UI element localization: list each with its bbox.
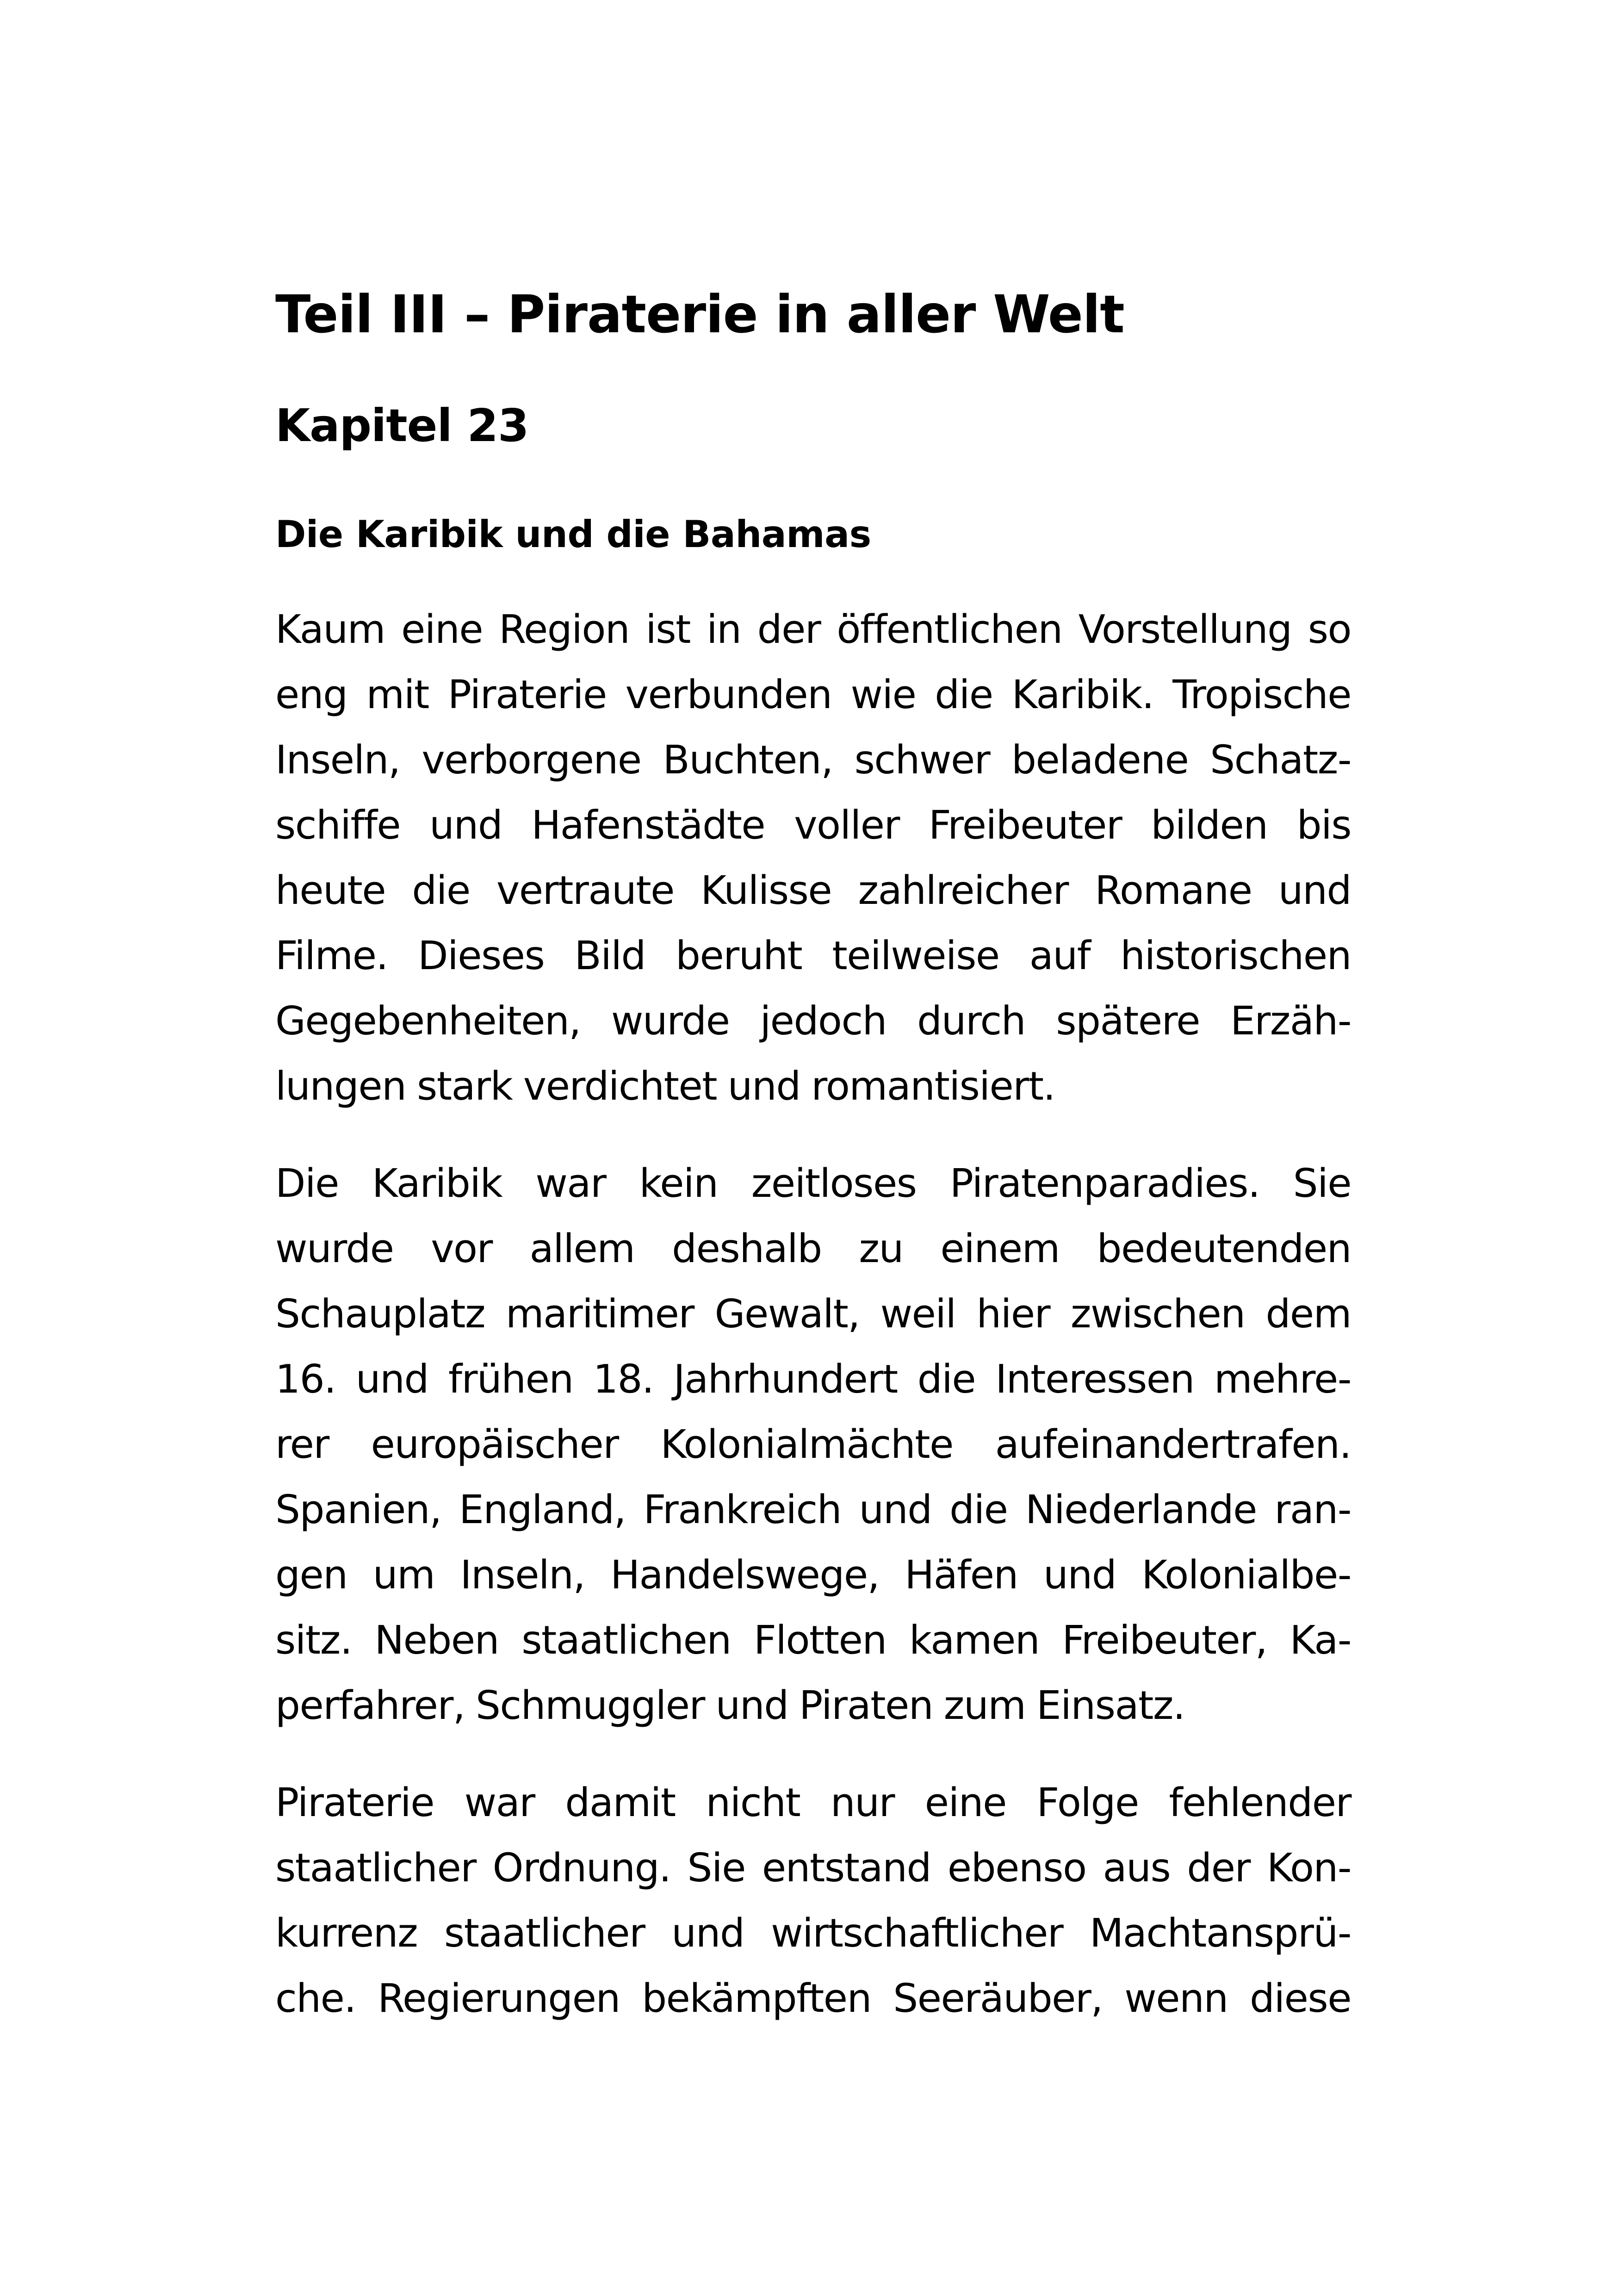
chapter-title: Kapitel 23 (275, 399, 529, 452)
text-line: Gegebenheiten, wurde jedoch durch spätere Erzäh- (275, 998, 1351, 1044)
part-title: Teil III – Piraterie in aller Welt (275, 285, 1124, 345)
text-line: rer europäischer Kolonialmächte aufeinandertrafen. (275, 1422, 1351, 1468)
text-line: wurde vor allem deshalb zu einem bedeutenden (275, 1226, 1351, 1272)
paragraph-1 (275, 597, 1351, 1119)
text-line: lungen stark verdichtet und romantisiert. (275, 1064, 1055, 1109)
text-line: Piraterie war damit nicht nur eine Folge fehlender (275, 1780, 1351, 1826)
text-line: che. Regierungen bekämpften Seeräuber, wenn diese (275, 1976, 1351, 2022)
paragraph-3 (275, 1770, 1351, 2031)
text-line: Kaum eine Region ist in der öffentlichen Vorstellung so (275, 607, 1351, 653)
text-line: kurrenz staatlicher und wirtschaftlicher Machtansprü- (275, 1910, 1351, 1956)
text-line: Schauplatz maritimer Gewalt, weil hier zwischen dem (275, 1291, 1351, 1337)
text-line: sitz. Neben staatlichen Flotten kamen Freibeuter, Ka- (275, 1618, 1351, 1663)
paragraph-2 (275, 1151, 1351, 1738)
text-line: Inseln, verborgene Buchten, schwer beladene Schatz- (275, 737, 1351, 783)
text-line: eng mit Piraterie verbunden wie die Karibik. Tropische (275, 672, 1351, 718)
text-line: perfahrer, Schmuggler und Piraten zum Einsatz. (275, 1683, 1185, 1729)
text-line: Filme. Dieses Bild beruht teilweise auf historischen (275, 933, 1351, 979)
text-line: 16. und frühen 18. Jahrhundert die Interessen mehre- (275, 1356, 1351, 1402)
text-line: gen um Inseln, Handelswege, Häfen und Kolonialbe- (275, 1552, 1351, 1598)
text-line: heute die vertraute Kulisse zahlreicher Romane und (275, 868, 1351, 914)
text-column (275, 259, 1351, 2063)
text-line: Die Karibik war kein zeitloses Piratenparadies. Sie (275, 1161, 1351, 1207)
text-line: Spanien, England, Frankreich und die Niederlande ran- (275, 1487, 1351, 1533)
text-line: schiffe und Hafenstädte voller Freibeuter bilden bis (275, 803, 1351, 848)
section-title: Die Karibik und die Bahamas (275, 513, 871, 556)
text-line: staatlicher Ordnung. Sie entstand ebenso aus der Kon- (275, 1845, 1351, 1891)
